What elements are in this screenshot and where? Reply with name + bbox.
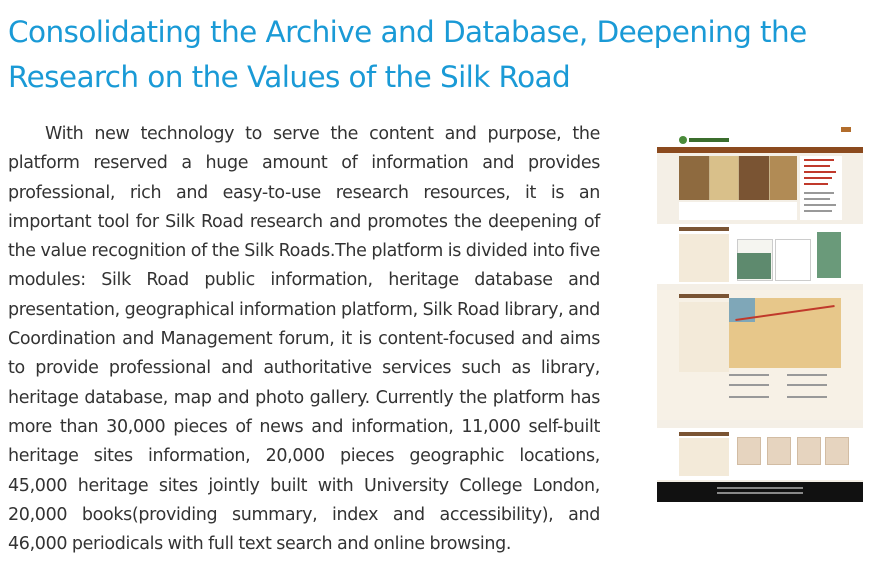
screenshot-section-sidebar xyxy=(679,438,729,476)
screenshot-logo-text xyxy=(689,138,729,142)
screenshot-login-button xyxy=(841,127,851,132)
screenshot-news-line xyxy=(804,183,828,185)
screenshot-nav-bar xyxy=(657,147,863,153)
screenshot-banner-caption xyxy=(679,202,797,220)
screenshot-section-sidebar xyxy=(679,234,729,282)
screenshot-map-line xyxy=(729,374,769,376)
screenshot-footer-line xyxy=(717,492,803,494)
screenshot-news-line xyxy=(804,165,830,167)
screenshot-map-line xyxy=(787,384,827,386)
screenshot-photo-1 xyxy=(737,437,761,465)
screenshot-photo-4 xyxy=(825,437,849,465)
screenshot-logo-icon xyxy=(679,136,687,144)
screenshot-news-line xyxy=(804,159,834,161)
screenshot-map-line xyxy=(787,374,827,376)
screenshot-book-1-cover xyxy=(737,253,771,279)
screenshot-section-title xyxy=(679,227,729,231)
screenshot-book-3 xyxy=(817,232,841,278)
article-title: Consolidating the Archive and Database, Deepening the Research on the Values of the Silk Road xyxy=(8,15,807,94)
screenshot-news-line xyxy=(804,210,832,212)
screenshot-footer-line xyxy=(717,487,803,489)
screenshot-photo-2 xyxy=(767,437,791,465)
screenshot-section-title xyxy=(679,294,729,298)
screenshot-photo-3 xyxy=(797,437,821,465)
screenshot-news-line xyxy=(804,198,830,200)
screenshot-map-line xyxy=(787,396,827,398)
screenshot-book-2 xyxy=(775,239,811,281)
article-body: With new technology to serve the content and purpose, the platform reserved a huge amount of information and provides professional, rich and easy-to-use research resources, it is an important tool for Silk Road research and promotes the deepening of the value recognition of the Silk Roads.The platform is divided into five modules: Silk Road public information, heritage database and presentation, geographical information platform, Silk Road library, and Coordination and Management forum, it is content-focused and aims to provide professional and authoritative services such as library, heritage database, map and photo gallery. Currently the platform has more than 30,000 pieces of news and information, 11,000 self-built heritage sites information, 20,000 pieces geographic locations, 45,000 heritage sites jointly built with University College London, 20,000 books(providing summary, index and accessibility), and 46,000 periodicals with full text search and online browsing. xyxy=(8,124,600,555)
screenshot-news-line xyxy=(804,204,836,206)
screenshot-section-title xyxy=(679,432,729,436)
screenshot-news-line xyxy=(804,177,832,179)
screenshot-map-line xyxy=(729,384,769,386)
screenshot-news-line xyxy=(804,171,836,173)
screenshot-news-line xyxy=(804,192,834,194)
screenshot-painting-3 xyxy=(739,156,769,200)
screenshot-footer xyxy=(657,482,863,502)
platform-screenshot xyxy=(657,126,863,502)
screenshot-painting-2 xyxy=(710,156,738,200)
screenshot-section-sidebar xyxy=(679,302,729,372)
screenshot-painting-4 xyxy=(770,156,797,200)
screenshot-map-line xyxy=(729,396,769,398)
screenshot-header xyxy=(657,134,863,148)
screenshot-painting-1 xyxy=(679,156,709,200)
